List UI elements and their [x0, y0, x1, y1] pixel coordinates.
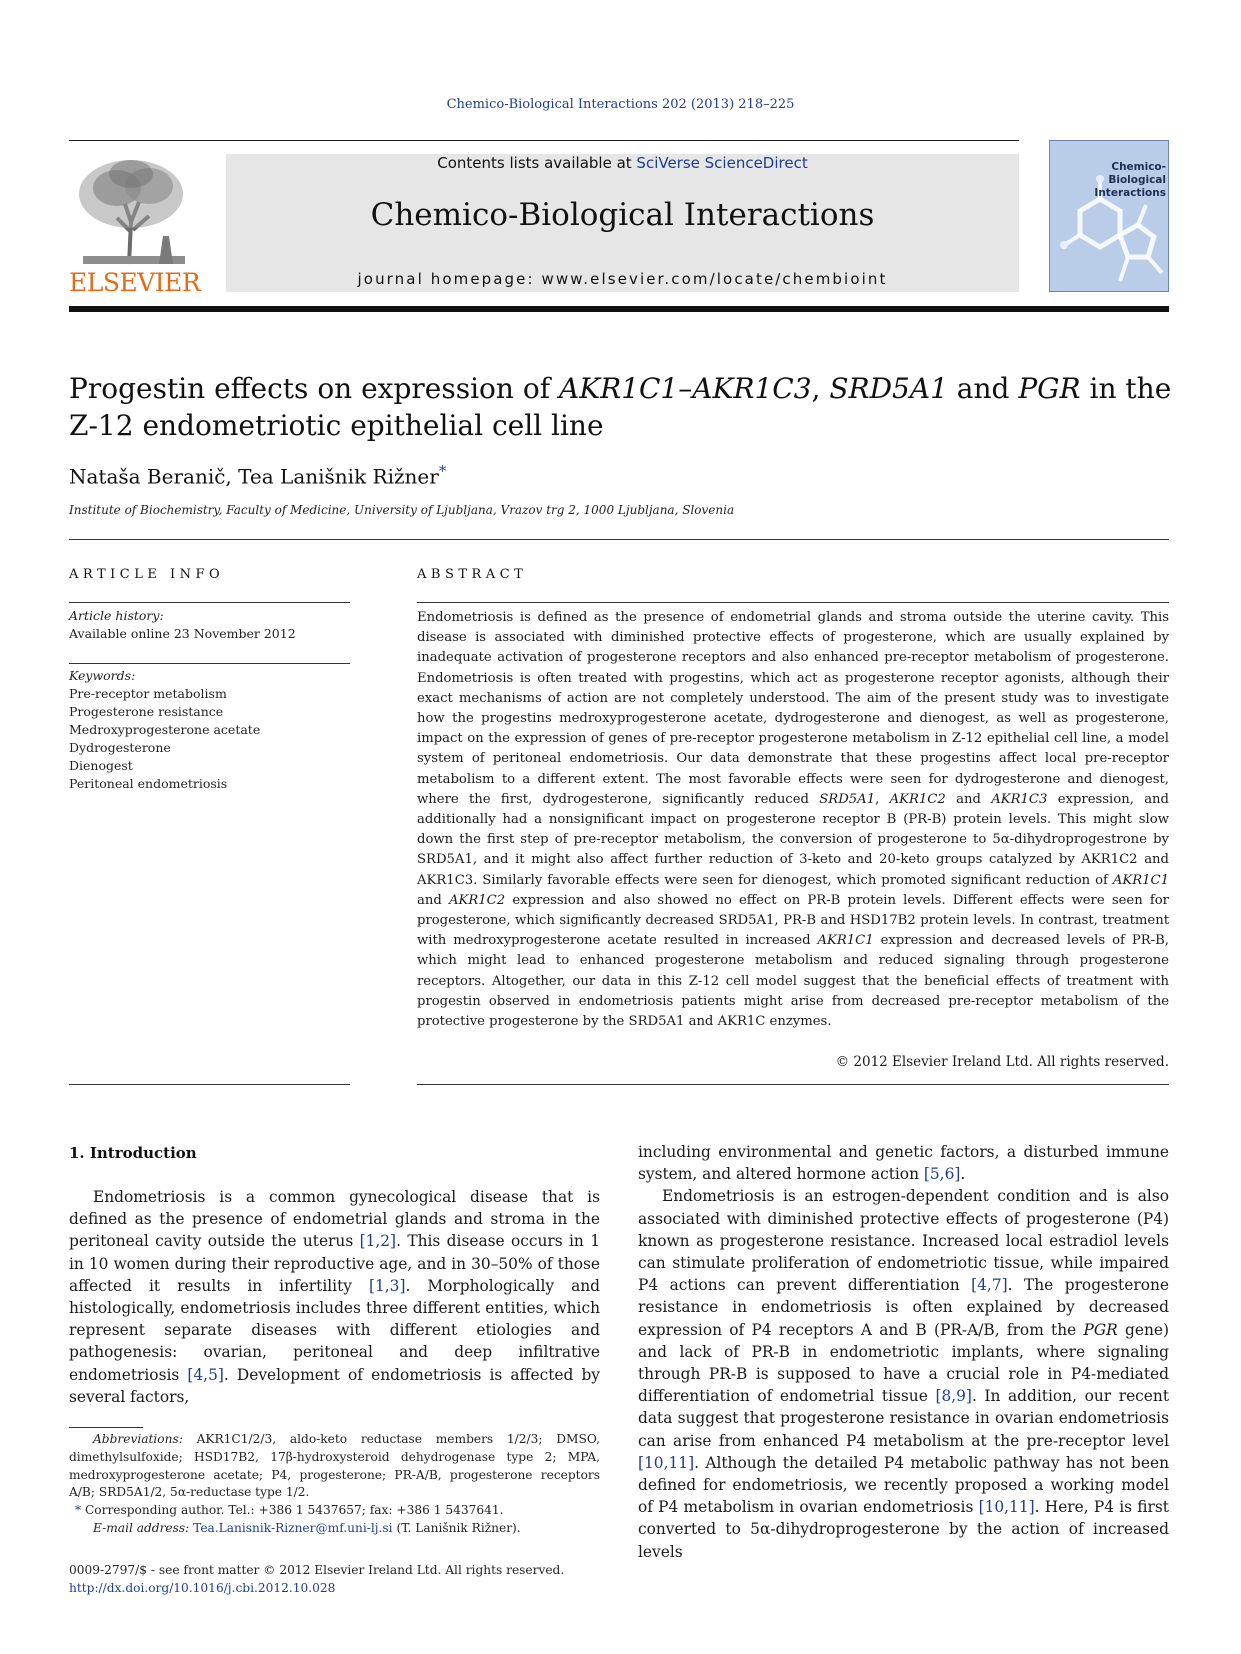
front-matter-text: 0009-2797/$ - see front matter © 2012 Elsevier Ireland Ltd. All rights reserved. — [69, 1563, 565, 1577]
cover-title: Chemico-Biological Interactions — [1094, 161, 1166, 199]
corresponding-author-footnote: * Corresponding author. Tel.: +386 1 5437657; fax: +386 1 5437641. — [75, 1503, 504, 1518]
citation-link[interactable]: [1,2] — [359, 1232, 397, 1251]
abbreviations-footnote: Abbreviations: AKR1C1/2/3, aldo-keto reductase members 1/2/3; DMSO, dimethylsulfoxide; HSD17B2, 17β-hydroxysteroid dehydrogenase type 2; MPA, medroxyprogesterone acetate; P4, progesterone; PR-A/B, progesterone receptors A/B; SRD5A1/2, 5α-reductase type 1/2. — [69, 1432, 600, 1500]
abstract-copyright: © 2012 Elsevier Ireland Ltd. All rights reserved. — [835, 1054, 1169, 1070]
abstract-rule — [417, 602, 1169, 603]
title-rule — [69, 539, 1169, 540]
journal-title: Chemico-Biological Interactions — [370, 197, 875, 233]
intro-paragraph-continued: including environmental and genetic factors, a disturbed immune system, and altered hormone action [5,6]. — [638, 1143, 1169, 1184]
email-link[interactable]: Tea.Lanisnik-Rizner@mf.uni-lj.si — [193, 1520, 393, 1535]
paper-title: Progestin effects on expression of AKR1C1–AKR1C3, SRD5A1 and PGR in the Z-12 endometriotic epithelial cell line — [69, 372, 1172, 442]
citation-link[interactable]: [8,9] — [935, 1387, 972, 1406]
footnotes — [69, 1431, 600, 1538]
citation-link[interactable]: [4,7] — [971, 1276, 1008, 1295]
contents-prefix: Contents lists available at — [437, 154, 637, 172]
header-top-rule — [69, 140, 1019, 141]
abstract-heading: ABSTRACT — [417, 567, 528, 582]
intro-left-column — [69, 1186, 600, 1408]
keyword-item: Medroxyprogesterone acetate — [69, 722, 261, 737]
doi-link[interactable]: http://dx.doi.org/10.1016/j.cbi.2012.10.028 — [69, 1580, 336, 1595]
corresponding-mark: * — [75, 1503, 82, 1518]
authors-text: Nataša Beranič, Tea Lanišnik Rižner — [69, 464, 439, 489]
footnote-rule — [69, 1427, 143, 1428]
keyword-item: Pre-receptor metabolism — [69, 686, 227, 701]
journal-homepage: journal homepage: www.elsevier.com/locate/chembioint — [357, 270, 888, 288]
introduction-heading: 1. Introduction — [69, 1144, 197, 1162]
keyword-item: Peritoneal endometriosis — [69, 776, 228, 791]
citation-link[interactable]: [10,11] — [638, 1453, 695, 1472]
citation-link[interactable]: [5,6] — [923, 1165, 961, 1184]
history-rule — [69, 663, 350, 664]
affiliation: Institute of Biochemistry, Faculty of Medicine, University of Ljubljana, Vrazov trg 2, 1000 Ljubljana, Slovenia — [69, 503, 735, 517]
front-matter — [69, 1562, 564, 1597]
intro-paragraph: Endometriosis is a common gynecological disease that is defined as the presence of endometrial glands and stroma in the peritoneal cavity outside the uterus [1,2]. This disease occurs in 1 in 10 women during their reproductive age, and in 30–50% of those affected it results in infertility [1,3]. Morphologically and histologically, endometriosis includes three different entities, which represent separate diseases with different etiologies and pathogenesis: ovarian, peritoneal and deep infiltrative endometriosis [4,5]. Development of endometriosis is affected by several factors, — [69, 1188, 601, 1406]
keyword-item: Dienogest — [69, 758, 133, 773]
citation-link[interactable]: [4,5] — [187, 1365, 224, 1384]
author-list — [69, 462, 446, 489]
article-info-bottom-rule — [69, 1084, 350, 1085]
sciencedirect-link[interactable]: SciVerse ScienceDirect — [636, 154, 808, 172]
citation-link[interactable]: [1,3] — [368, 1276, 406, 1295]
journal-reference-link[interactable]: Chemico-Biological Interactions 202 (2013) 218–225 — [446, 97, 795, 112]
article-info-heading: ARTICLE INFO — [69, 567, 225, 582]
elsevier-wordmark: ELSEVIER — [69, 268, 201, 297]
history-value: Available online 23 November 2012 — [69, 626, 296, 641]
contents-line — [226, 154, 1019, 172]
abstract-bottom-rule — [417, 1084, 1169, 1085]
abstract-text: Endometriosis is defined as the presence of endometrial glands and stroma outside the uterine cavity. This disease is associated with diminished protective effects of progesterone, which are usually explained by inadequate activation of progesterone receptors and also enhanced pre-receptor metabolism of progesterone. Endometriosis is often treated with progestins, which act as progesterone receptor agonists, although their exact mechanisms of action are not completely understood. The aim of the present study was to investigate how the progestins medroxyprogesterone acetate, dydrogesterone and dienogest, as well as progesterone, impact on the expression of genes of pre-receptor progesterone metabolism in Z-12 epithelial cell line, a model system of peritoneal endometriosis. Our data demonstrate that these progestins affect local pre-receptor metabolism to a different extent. The most favorable effects were seen for dydrogesterone and dienogest, where the first, dydrogesterone, significantly reduced SRD5A1, AKR1C2 and AKR1C3 expression, and additionally had a nonsignificant impact on progesterone receptor B (PR-B) protein levels. This might slow down the first step of pre-receptor metabolism, the conversion of progesterone to 5α-dihydroprogestrone by SRD5A1, and it might also affect further reduction of 3-keto and 20-keto groups catalyzed by AKR1C2 and AKR1C3. Similarly favorable effects were seen for dienogest, which promoted significant reduction of AKR1C1 and AKR1C2 expression and also showed no effect on PR-B protein levels. Different effects were seen for progesterone, which significantly decreased SRD5A1, PR-B and HSD17B2 protein levels. In contrast, treatment with medroxyprogesterone acetate resulted in increased AKR1C1 expression and decreased levels of PR-B, which might lead to enhanced progesterone metabolism and reduced signaling through progesterone receptors. Altogether, our data in this Z-12 cell model suggest that the beneficial effects of treatment with progestin observed in endometriosis patients might arise from decreased pre-receptor metabolism of the protective progesterone by the SRD5A1 and AKR1C enzymes. — [417, 610, 1169, 1030]
keyword-item: Progesterone resistance — [69, 704, 224, 719]
journal-cover-thumbnail[interactable] — [1049, 140, 1169, 292]
article-info-rule — [69, 602, 350, 603]
keyword-item: Dydrogesterone — [69, 740, 171, 755]
keyword-list — [69, 685, 260, 793]
keywords-label: Keywords: — [69, 668, 136, 683]
citation-link[interactable]: [10,11] — [978, 1498, 1035, 1517]
intro-paragraph: Endometriosis is an estrogen-dependent condition and is also associated with diminished protective effects of progesterone (P4) known as progesterone resistance. Increased local estradiol levels can stimulate proliferation of endometriotic tissue, while impaired P4 actions can prevent differentiation [4,7]. The progesterone resistance in endometriosis is often explained by decreased expression of P4 receptors A and B (PR-A/B, from the PGR gene) and lack of PR-B in endometriotic implants, where signaling through PR-B is supposed to have a crucial role in P4-mediated differentiation of endometrial tissue [8,9]. In addition, our recent data suggest that progesterone resistance in ovarian endometriosis can arise from enhanced P4 metabolism at the pre-receptor level [10,11]. Although the detailed P4 metabolic pathway has not been defined for endometriosis, we recently proposed a working model of P4 metabolism in ovarian endometriosis [10,11]. Here, P4 is first converted to 5α-dihydroprogesterone by the action of increased levels — [638, 1187, 1170, 1561]
header-thick-rule — [69, 306, 1169, 312]
intro-right-column — [638, 1141, 1169, 1563]
corresponding-author-mark[interactable]: * — [438, 462, 447, 480]
history-label: Article history: — [69, 608, 164, 623]
email-footnote: E-mail address: Tea.Lanisnik-Rizner@mf.uni-lj.si (T. Lanišnik Rižner). — [93, 1520, 521, 1535]
